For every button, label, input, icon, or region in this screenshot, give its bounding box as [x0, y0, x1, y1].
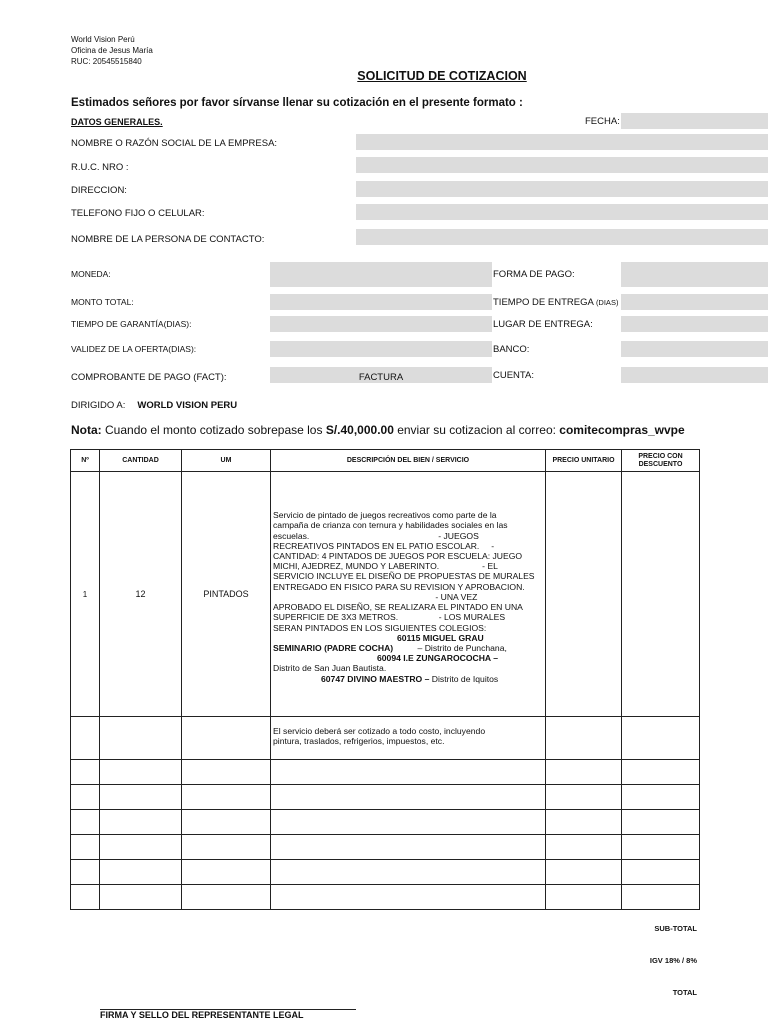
signature-label: FIRMA Y SELLO DEL REPRESENTANTE LEGAL	[100, 1010, 304, 1020]
col-header-no: Nº	[71, 450, 100, 472]
item-precio-unitario[interactable]	[546, 472, 622, 717]
forma-pago-field[interactable]	[621, 262, 768, 287]
validez-label: VALIDEZ DE LA OFERTA(DIAS):	[71, 344, 197, 354]
table-row	[71, 835, 700, 860]
razon-social-label: NOMBRE O RAZÓN SOCIAL DE LA EMPRESA:	[71, 138, 278, 149]
page-title: SOLICITUD DE COTIZACION	[357, 69, 527, 83]
cuenta-field[interactable]	[621, 367, 768, 383]
item-number: 1	[71, 472, 100, 717]
nota-email: comitecompras_wvpe	[559, 423, 685, 437]
garantia-field[interactable]	[270, 316, 492, 332]
tiempo-entrega-label: TIEMPO DE ENTREGA (DIAS)	[493, 297, 619, 308]
section-heading: DATOS GENERALES.	[71, 117, 163, 127]
comprobante-label: COMPROBANTE DE PAGO (FACT):	[71, 372, 227, 383]
col-header-descripcion: DESCRIPCIÓN DEL BIEN / SERVICIO	[271, 450, 546, 472]
org-name: World Vision Perú	[71, 35, 135, 44]
table-row	[71, 810, 700, 835]
dirigido-label: DIRIGIDO A:	[71, 400, 126, 411]
col-header-precio-unitario: PRECIO UNITARIO	[546, 450, 622, 472]
banco-field[interactable]	[621, 341, 768, 357]
col-header-cantidad: CANTIDAD	[100, 450, 182, 472]
ruc-label: R.U.C. NRO :	[71, 162, 129, 173]
nota-label: Nota:	[71, 423, 102, 437]
table-header-row	[71, 450, 700, 472]
table-row	[71, 472, 700, 717]
nota-amount: S/.40,000.00	[325, 423, 394, 437]
col-header-um: UM	[182, 450, 271, 472]
org-ruc: RUC: 20545515840	[71, 57, 142, 66]
comprobante-value: FACTURA	[358, 371, 404, 383]
tiempo-entrega-field[interactable]	[621, 294, 768, 310]
fecha-field[interactable]	[621, 113, 768, 129]
monto-total-field[interactable]	[270, 294, 492, 310]
ruc-field[interactable]	[356, 157, 768, 173]
subtotal-label: SUB-TOTAL	[654, 924, 697, 933]
dirigido-row	[71, 400, 237, 411]
cuenta-label: CUENTA:	[493, 370, 534, 381]
lugar-entrega-label: LUGAR DE ENTREGA:	[493, 319, 593, 330]
items-table	[70, 449, 700, 910]
total-label: TOTAL	[672, 988, 697, 997]
table-row	[71, 717, 700, 760]
contacto-field[interactable]	[356, 229, 768, 245]
document-header	[71, 34, 153, 67]
comprobante-field[interactable]	[270, 367, 492, 383]
fecha-label: FECHA:	[585, 116, 620, 127]
igv-label: IGV 18% / 8%	[649, 956, 697, 965]
forma-pago-label: FORMA DE PAGO:	[493, 269, 575, 280]
banco-label: BANCO:	[493, 344, 530, 355]
table-row	[71, 760, 700, 785]
col-header-precio-descuento: PRECIO CON DESCUENTO	[622, 450, 700, 472]
table-row	[71, 885, 700, 910]
direccion-field[interactable]	[356, 181, 768, 197]
validez-field[interactable]	[270, 341, 492, 357]
table-row	[71, 860, 700, 885]
dirigido-value: WORLD VISION PERU	[137, 400, 238, 411]
item-um: PINTADOS	[182, 472, 271, 717]
moneda-label: MONEDA:	[71, 269, 111, 279]
intro-text: Estimados señores por favor sírvanse llenar su cotización en el presente formato :	[71, 97, 523, 109]
nota-line: Nota: Cuando el monto cotizado sobrepase los S/.40,000.00 enviar su cotizacion al correo: comitecompras_wvpe	[71, 423, 685, 437]
office-name: Oficina de Jesus María	[71, 46, 153, 55]
direccion-label: DIRECCION:	[71, 185, 127, 196]
monto-total-label: MONTO TOTAL:	[71, 297, 134, 307]
garantia-label: TIEMPO DE GARANTÍA(DIAS):	[71, 319, 192, 329]
contacto-label: NOMBRE DE LA PERSONA DE CONTACTO:	[71, 234, 265, 245]
item-precio-descuento[interactable]	[622, 472, 700, 717]
telefono-field[interactable]	[356, 204, 768, 220]
razon-social-field[interactable]	[356, 134, 768, 150]
service-note: El servicio deberá ser cotizado a todo costo, incluyendo pintura, traslados, refrigerios, impuestos, etc.	[271, 717, 546, 760]
moneda-field[interactable]	[270, 262, 492, 287]
telefono-label: TELEFONO FIJO O CELULAR:	[71, 208, 205, 219]
item-cantidad: 12	[100, 472, 182, 717]
lugar-entrega-field[interactable]	[621, 316, 768, 332]
table-row	[71, 785, 700, 810]
item-description: Servicio de pintado de juegos recreativos como parte de la campaña de crianza con ternura y habilidades sociales en las escuelas. - JUEGOS RECREATIVOS PINTADOS EN EL PATIO ESCOLAR. - CANTIDAD: 4 PINTADOS DE JUEGOS POR ESCUELA: JUEGO MICHI, AJEDREZ, MUNDO Y LABERINTO. - EL SERVICIO INCLUYE EL DISEÑO DE PROPUESTAS DE MURALES ENTREGADO EN FISICO PARA SU REVISION Y APROBACION. - UNA VEZ APROBADO EL DISEÑO, SE REALIZARA EL PINTADO EN UNA SUPERFICIE DE 3X3 METROS. - LOS MURALES SERAN PINTADOS EN LOS SIGUIENTES COLEGIOS: 60115 MIGUEL GRAU SEMINARIO (PADRE COCHA) – Distrito de Punchana, 60094 I.E ZUNGAROCOCHA – Distrito de San Juan Bautista. 60747 DIVINO MAESTRO – Distrito de Iquitos	[271, 472, 546, 717]
